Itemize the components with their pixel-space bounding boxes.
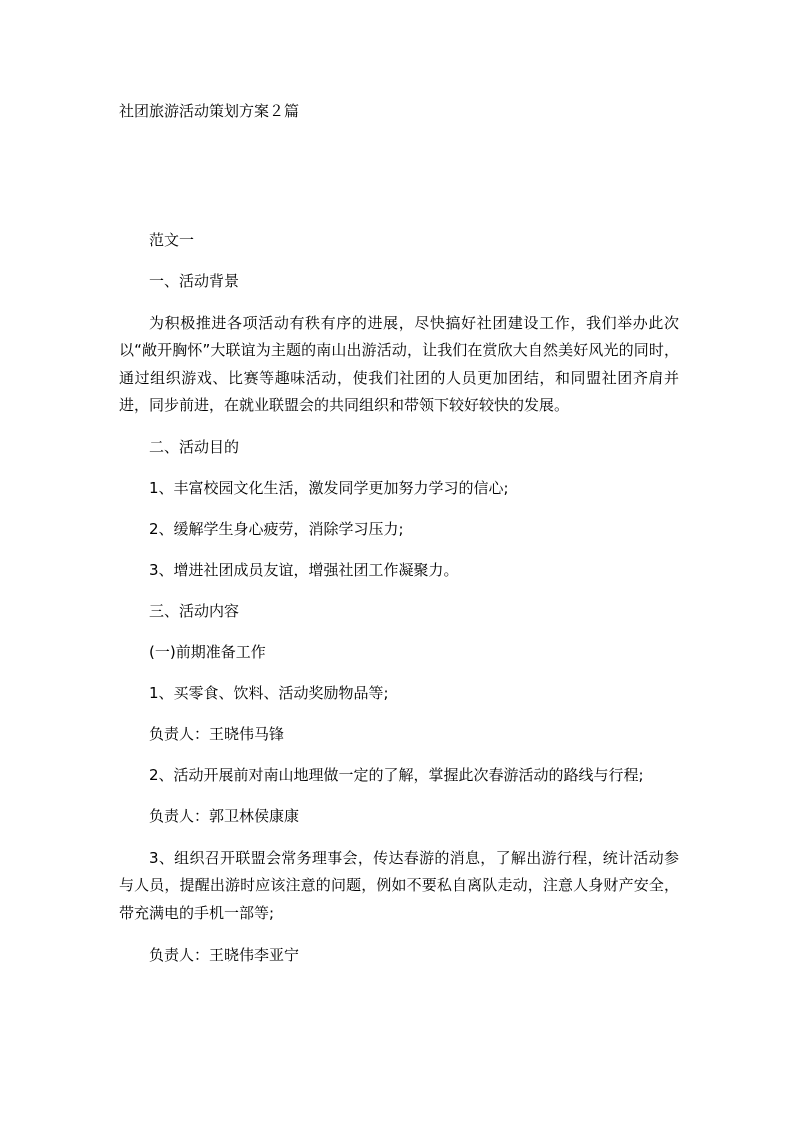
responsible-person-2: 负责人：郭卫林侯康康 (149, 807, 300, 826)
preparation-item-3: 3、组织召开联盟会常务理事会，传达春游的消息，了解出游行程，统计活动参与人员，提醒出游时应该注意的问题，例如不要私自离队走动，注意人身财产安全，带充满电的手机一部等; (119, 849, 679, 922)
section-label-sample-one: 范文一 (149, 231, 195, 249)
responsible-person-1: 负责人：王晓伟马锋 (149, 725, 285, 744)
document-body (119, 228, 679, 984)
purpose-item-3: 3、增进社团成员友谊，增强社团工作凝聚力。 (149, 561, 459, 580)
preparation-item-1: 1、买零食、饮料、活动奖励物品等; (149, 684, 389, 703)
heading-purpose: 二、活动目的 (149, 438, 240, 457)
document-title: 社团旅游活动策划方案２篇 (119, 102, 300, 120)
heading-background: 一、活动背景 (149, 272, 240, 290)
responsible-person-3: 负责人：王晓伟李亚宁 (149, 946, 300, 965)
purpose-item-1: 1、丰富校园文化生活，激发同学更加努力学习的信心; (149, 479, 509, 498)
purpose-item-2: 2、缓解学生身心疲劳，消除学习压力; (149, 520, 404, 539)
paragraph-background: 为积极推进各项活动有秩有序的进展，尽快搞好社团建设工作，我们举办此次以“敞开胸怀”大联谊为主题的南山出游活动，让我们在赏欣大自然美好风光的同时，通过组织游戏、比赛等趣味活动，使我们社团的人员更加团结，和同盟社团齐肩并进，同步前进，在就业联盟会的共同组织和带领下较好较快的发展。 (119, 314, 679, 414)
preparation-item-2: 2、活动开展前对南山地理做一定的了解，掌握此次春游活动的路线与行程; (149, 766, 644, 785)
subheading-preparation: (一)前期准备工作 (149, 643, 266, 662)
heading-content: 三、活动内容 (149, 602, 240, 621)
